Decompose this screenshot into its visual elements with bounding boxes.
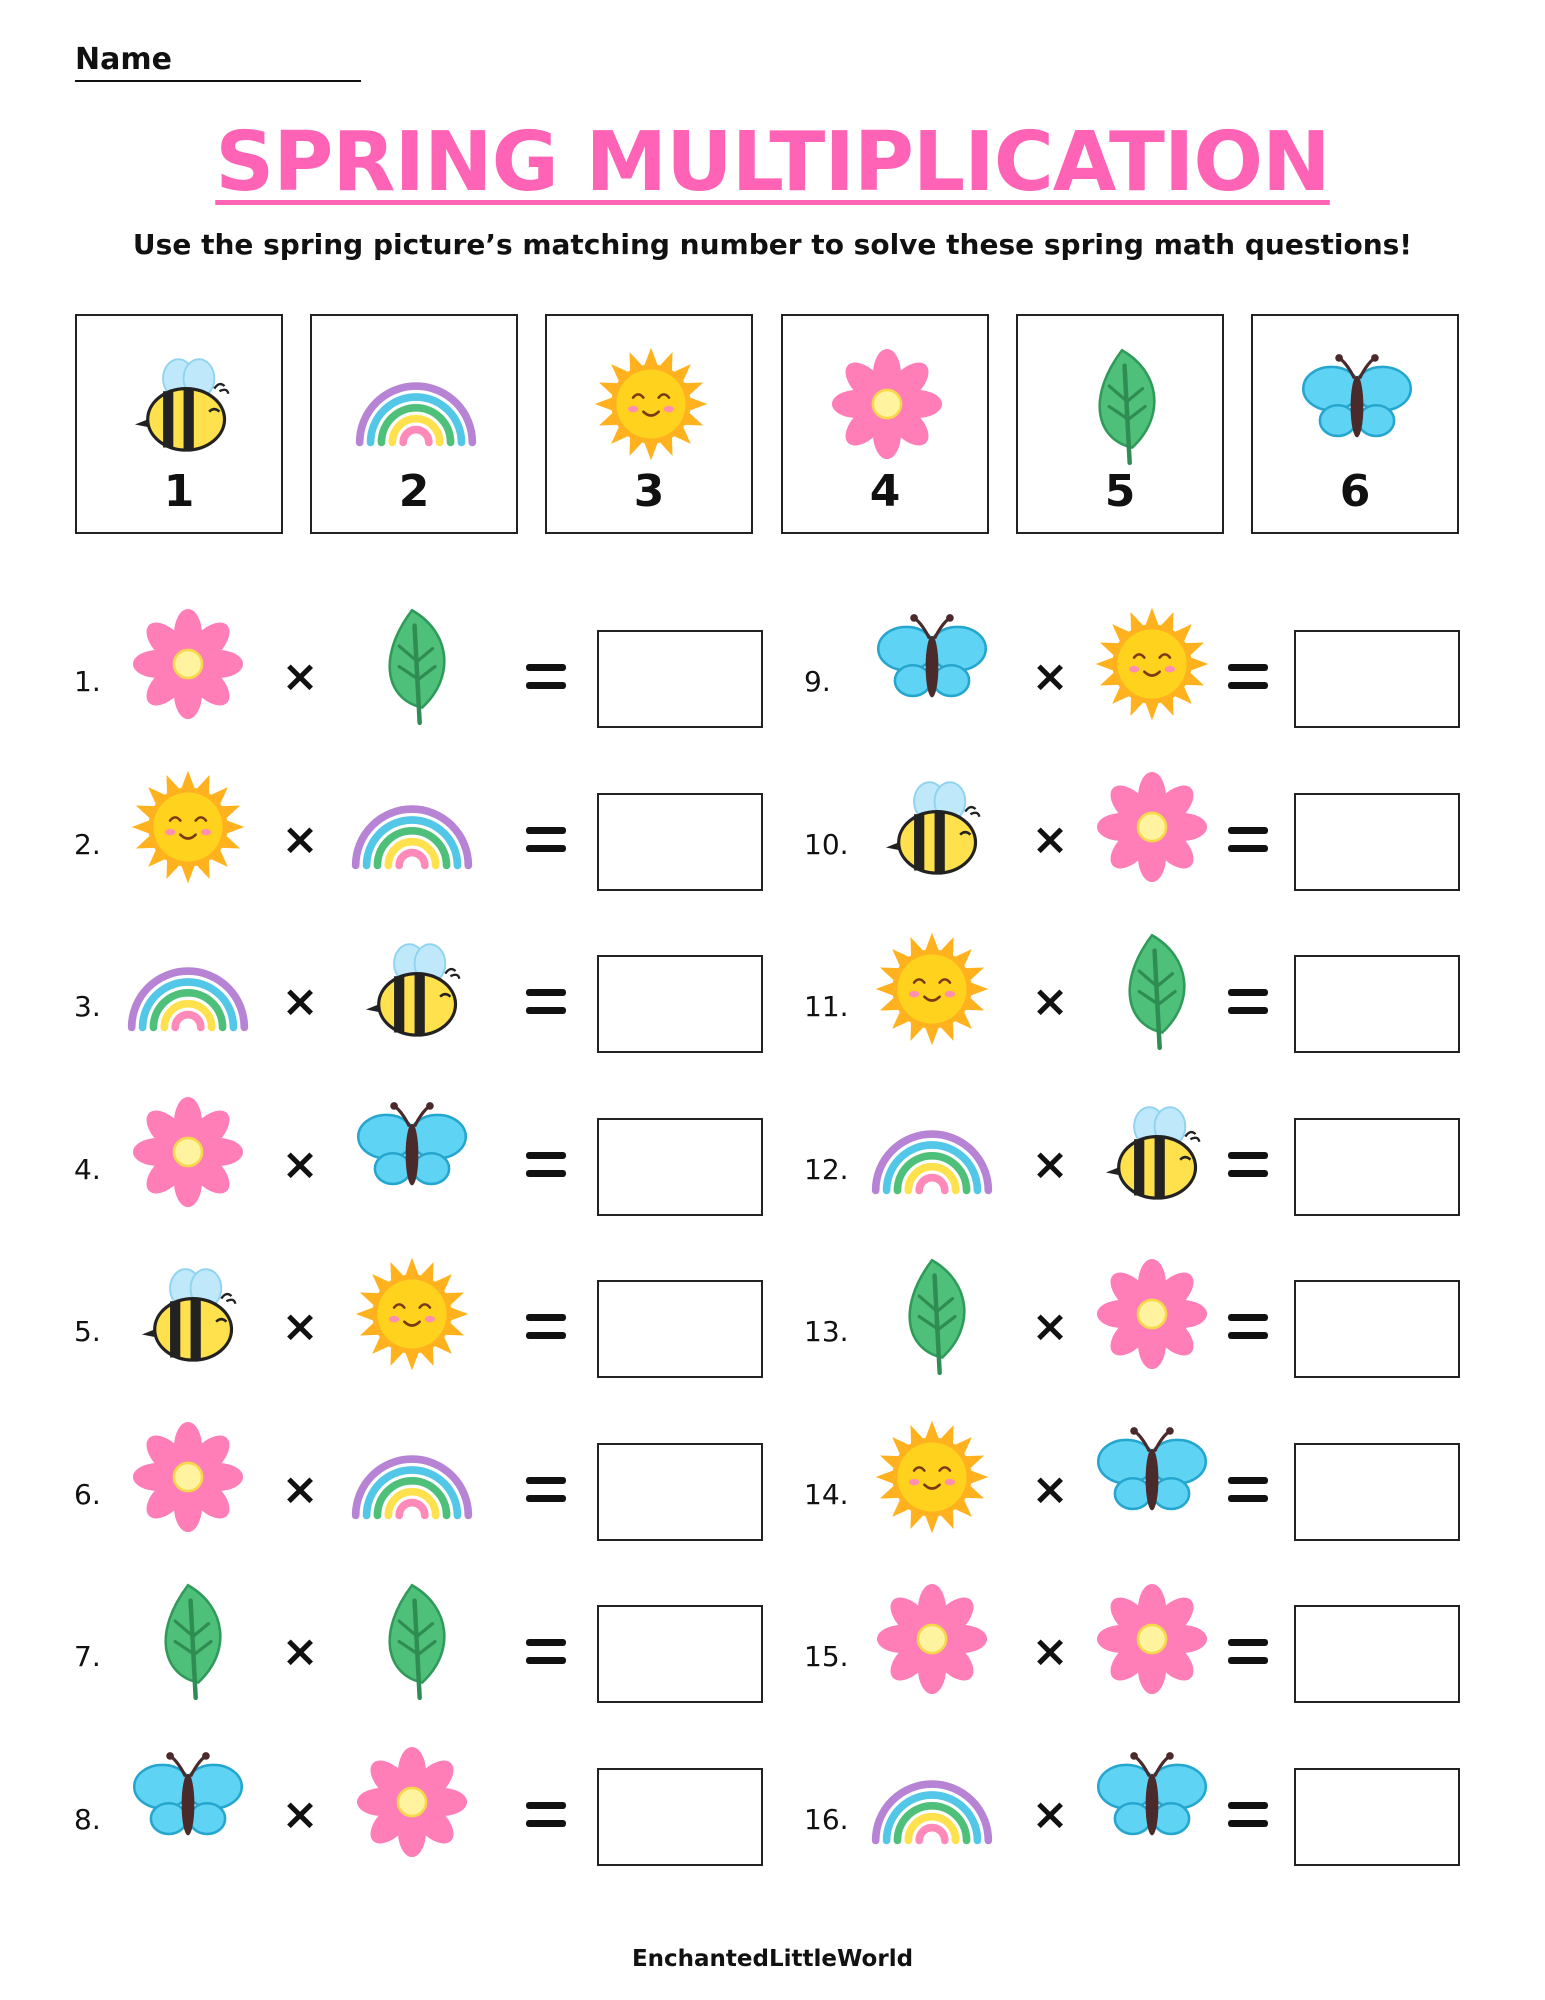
question-number: 10.: [804, 828, 849, 861]
multiply-sign: ×: [1031, 976, 1069, 1027]
multiply-sign: ×: [281, 814, 319, 865]
answer-box[interactable]: [1294, 793, 1460, 891]
flower-icon: [1088, 1250, 1216, 1378]
answer-box[interactable]: [1294, 1443, 1460, 1541]
butterfly-icon: [868, 600, 996, 728]
question-number: 12.: [804, 1153, 849, 1186]
answer-box[interactable]: [597, 1118, 763, 1216]
question-number: 16.: [804, 1803, 849, 1836]
butterfly-icon: [1088, 1413, 1216, 1541]
flower-icon: [348, 1738, 476, 1866]
multiply-sign: ×: [281, 1789, 319, 1840]
leaf-icon: [124, 1575, 252, 1703]
bee-icon: [124, 1250, 252, 1378]
question-number: 5.: [74, 1315, 101, 1348]
multiply-sign: ×: [281, 651, 319, 702]
question-number: 15.: [804, 1640, 849, 1673]
question-number: 1.: [74, 665, 101, 698]
sun-icon: [348, 1250, 476, 1378]
answer-box[interactable]: [1294, 955, 1460, 1053]
answer-box[interactable]: [597, 1280, 763, 1378]
key-card: [1251, 314, 1459, 534]
rainbow-icon: [124, 925, 252, 1053]
question-number: 7.: [74, 1640, 101, 1673]
equals-sign: [526, 1152, 566, 1180]
answer-box[interactable]: [597, 630, 763, 728]
key-number: 5: [1104, 466, 1136, 517]
key-number: 4: [869, 466, 901, 517]
question-number: 13.: [804, 1315, 849, 1348]
sun-icon: [124, 763, 252, 891]
sun-icon: [587, 340, 715, 468]
multiply-sign: ×: [281, 1139, 319, 1190]
page-title: [0, 115, 1545, 210]
key-card: [781, 314, 989, 534]
name-line[interactable]: [75, 80, 361, 82]
question-number: 2.: [74, 828, 101, 861]
equals-sign: [1228, 1639, 1268, 1667]
multiply-sign: ×: [281, 1464, 319, 1515]
question-number: 6.: [74, 1478, 101, 1511]
answer-box[interactable]: [597, 955, 763, 1053]
multiply-sign: ×: [281, 976, 319, 1027]
answer-box[interactable]: [1294, 1605, 1460, 1703]
key-card: [545, 314, 753, 534]
multiply-sign: ×: [1031, 1301, 1069, 1352]
butterfly-icon: [124, 1738, 252, 1866]
equals-sign: [526, 1314, 566, 1342]
answer-box[interactable]: [597, 1443, 763, 1541]
flower-icon: [124, 1088, 252, 1216]
leaf-icon: [348, 600, 476, 728]
sun-icon: [868, 925, 996, 1053]
multiply-sign: ×: [1031, 1139, 1069, 1190]
multiply-sign: ×: [1031, 1789, 1069, 1840]
question-number: 11.: [804, 990, 849, 1023]
footer-credit: EnchantedLittleWorld: [631, 1946, 914, 1972]
name-label: Name: [75, 42, 172, 77]
multiply-sign: ×: [281, 1301, 319, 1352]
answer-box[interactable]: [1294, 630, 1460, 728]
question-number: 14.: [804, 1478, 849, 1511]
butterfly-icon: [1088, 1738, 1216, 1866]
leaf-icon: [1058, 340, 1186, 468]
equals-sign: [526, 1477, 566, 1505]
answer-box[interactable]: [1294, 1118, 1460, 1216]
answer-box[interactable]: [1294, 1280, 1460, 1378]
sun-icon: [868, 1413, 996, 1541]
equals-sign: [1228, 989, 1268, 1017]
key-card: [1016, 314, 1224, 534]
key-card: [75, 314, 283, 534]
question-number: 9.: [804, 665, 831, 698]
answer-box[interactable]: [597, 793, 763, 891]
flower-icon: [1088, 1575, 1216, 1703]
multiply-sign: ×: [1031, 1464, 1069, 1515]
key-number: 3: [633, 466, 665, 517]
key-number: 1: [163, 466, 195, 517]
rainbow-icon: [348, 1413, 476, 1541]
question-number: 3.: [74, 990, 101, 1023]
multiply-sign: ×: [1031, 651, 1069, 702]
key-card: [310, 314, 518, 534]
butterfly-icon: [1293, 340, 1421, 468]
equals-sign: [1228, 1802, 1268, 1830]
rainbow-icon: [868, 1088, 996, 1216]
rainbow-icon: [868, 1738, 996, 1866]
leaf-icon: [868, 1250, 996, 1378]
answer-box[interactable]: [1294, 1768, 1460, 1866]
equals-sign: [1228, 664, 1268, 692]
butterfly-icon: [348, 1088, 476, 1216]
rainbow-icon: [352, 340, 480, 468]
flower-icon: [124, 600, 252, 728]
rainbow-icon: [348, 763, 476, 891]
leaf-icon: [1088, 925, 1216, 1053]
equals-sign: [526, 1802, 566, 1830]
key-number: 2: [398, 466, 430, 517]
question-number: 4.: [74, 1153, 101, 1186]
multiply-sign: ×: [1031, 814, 1069, 865]
equals-sign: [1228, 827, 1268, 855]
leaf-icon: [348, 1575, 476, 1703]
equals-sign: [1228, 1152, 1268, 1180]
bee-icon: [348, 925, 476, 1053]
bee-icon: [117, 340, 245, 468]
equals-sign: [526, 989, 566, 1017]
flower-icon: [1088, 763, 1216, 891]
title-text: SPRING MULTIPLICATION: [215, 115, 1330, 210]
equals-sign: [526, 664, 566, 692]
multiply-sign: ×: [281, 1626, 319, 1677]
equals-sign: [1228, 1477, 1268, 1505]
answer-box[interactable]: [597, 1605, 763, 1703]
question-number: 8.: [74, 1803, 101, 1836]
answer-box[interactable]: [597, 1768, 763, 1866]
equals-sign: [1228, 1314, 1268, 1342]
bee-icon: [1088, 1088, 1216, 1216]
equals-sign: [526, 1639, 566, 1667]
flower-icon: [868, 1575, 996, 1703]
sun-icon: [1088, 600, 1216, 728]
multiply-sign: ×: [1031, 1626, 1069, 1677]
flower-icon: [823, 340, 951, 468]
instructions: Use the spring picture’s matching number to solve these spring math questions!: [132, 228, 1413, 261]
equals-sign: [526, 827, 566, 855]
bee-icon: [868, 763, 996, 891]
key-number: 6: [1339, 466, 1371, 517]
flower-icon: [124, 1413, 252, 1541]
